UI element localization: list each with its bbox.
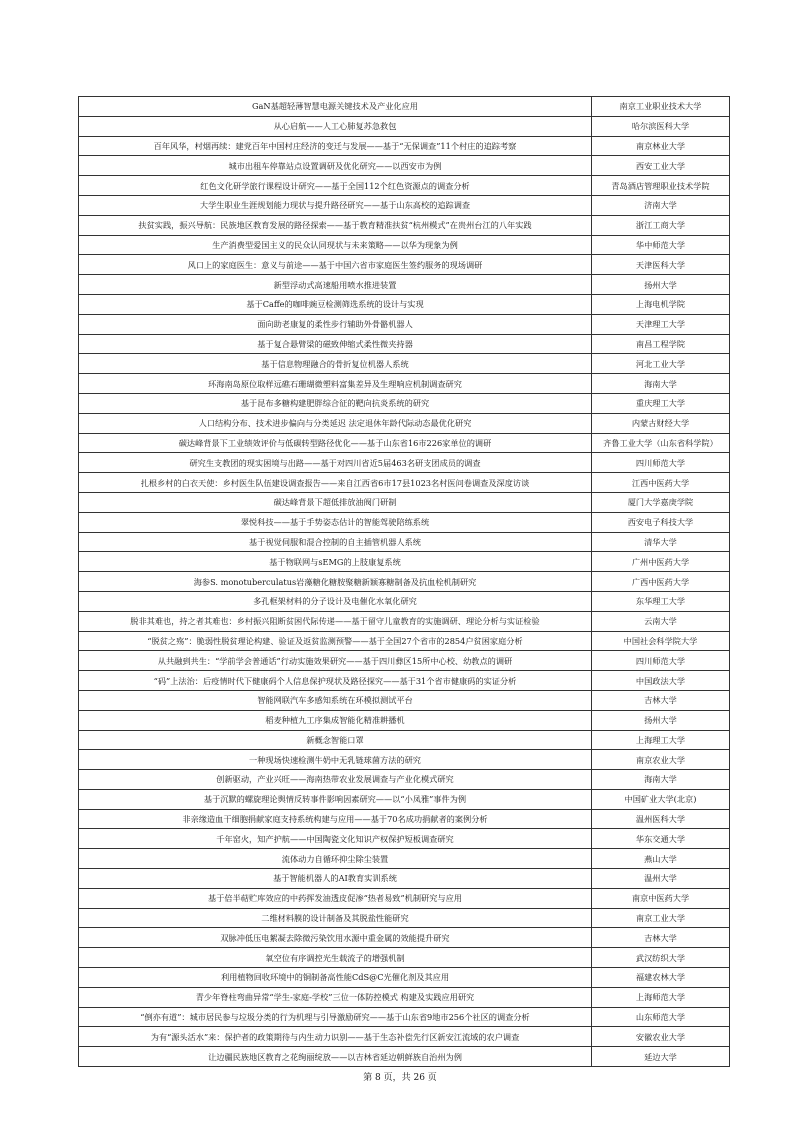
- school-name-cell: 南京林业大学: [592, 136, 730, 156]
- table-row: [79, 215, 730, 235]
- school-name-cell: 西安工业大学: [592, 156, 730, 176]
- project-title-cell: 生产消费型爱国主义的民众认同现状与未来策略——以华为现象为例: [79, 235, 592, 255]
- table-row: [79, 156, 730, 176]
- table-row: [79, 849, 730, 869]
- table-row: [79, 532, 730, 552]
- school-name-cell: 南京中医药大学: [592, 888, 730, 908]
- project-title-cell: 创新驱动，产业兴旺——海南热带农业发展调查与产业化模式研究: [79, 770, 592, 790]
- table-row: [79, 413, 730, 433]
- school-name-cell: 天津理工大学: [592, 314, 730, 334]
- project-title-cell: 从共融到共生：“学前学会普通话”行动实施效果研究——基于四川彝区15所中心校、幼教点的调研: [79, 651, 592, 671]
- table-row: [79, 710, 730, 730]
- project-title-cell: 一种现场快速检测牛奶中无乳链球菌方法的研究: [79, 750, 592, 770]
- school-name-cell: 吉林大学: [592, 928, 730, 948]
- table-row: [79, 869, 730, 889]
- project-title-cell: 城市出租车停靠站点设置调研及优化研究——以西安市为例: [79, 156, 592, 176]
- school-name-cell: 南昌工程学院: [592, 334, 730, 354]
- table-row: [79, 255, 730, 275]
- project-title-cell: 红色文化研学旅行课程设计研究——基于全国112个红色资源点的调查分析: [79, 176, 592, 196]
- project-title-cell: 智能网联汽车多感知系统在环模拟测试平台: [79, 690, 592, 710]
- table-row: [79, 1027, 730, 1047]
- project-title-cell: 脱非其难也，持之者其难也：乡村振兴阻断贫困代际传递——基于留守儿童教育的实施调研、理论分析与实证检验: [79, 611, 592, 631]
- project-title-cell: 让边疆民族地区教育之花绚丽绽放——以吉林省延边朝鲜族自治州为例: [79, 1047, 592, 1067]
- project-title-cell: 面向助老康复的柔性步行辅助外骨骼机器人: [79, 314, 592, 334]
- table-row: [79, 314, 730, 334]
- project-title-cell: 碳达峰背景下超低排放油阀门研制: [79, 492, 592, 512]
- project-title-cell: 百年风华，村烟再续：建党百年中国村庄经济的变迁与发展——基于“无保调查”11个村庄的追踪考察: [79, 136, 592, 156]
- table-row: [79, 453, 730, 473]
- project-title-cell: 基于信息物理融合的骨折复位机器人系统: [79, 354, 592, 374]
- school-name-cell: 哈尔滨医科大学: [592, 116, 730, 136]
- table-row: [79, 928, 730, 948]
- project-title-cell: 环海南岛原位取样远礁石珊瑚微塑料富集差异及生理响应机制调查研究: [79, 374, 592, 394]
- school-name-cell: 南京工业职业技术大学: [592, 97, 730, 117]
- project-title-cell: “倒亦有道”：城市居民参与垃圾分类的行为机理与引导激励研究——基于山东省9地市256个社区的调查分析: [79, 1007, 592, 1027]
- project-title-cell: 氧空位有序调控光生载流子的增强机制: [79, 948, 592, 968]
- table-row: [79, 671, 730, 691]
- school-name-cell: 扬州大学: [592, 275, 730, 295]
- school-name-cell: 武汉纺织大学: [592, 948, 730, 968]
- school-name-cell: 山东师范大学: [592, 1007, 730, 1027]
- school-name-cell: 天津医科大学: [592, 255, 730, 275]
- school-name-cell: 南京工业大学: [592, 908, 730, 928]
- project-title-cell: 青少年脊柱弯曲异常“学生-家庭-学校”三位一体防控模式 构建及实践应用研究: [79, 987, 592, 1007]
- table-row: [79, 492, 730, 512]
- school-name-cell: 海南大学: [592, 374, 730, 394]
- project-title-cell: 新型浮动式高速船用喷水推进装置: [79, 275, 592, 295]
- school-name-cell: 云南大学: [592, 611, 730, 631]
- table-row: [79, 690, 730, 710]
- project-title-cell: 大学生职业生涯规划能力现状与提升路径研究——基于山东高校的追踪调查: [79, 195, 592, 215]
- school-name-cell: 内蒙古财经大学: [592, 413, 730, 433]
- school-name-cell: 青岛酒店管理职业技术学院: [592, 176, 730, 196]
- project-title-cell: 双脉冲低压电絮凝去除微污染饮用水源中重金属的效能提升研究: [79, 928, 592, 948]
- school-name-cell: 上海师范大学: [592, 987, 730, 1007]
- school-name-cell: 扬州大学: [592, 710, 730, 730]
- project-title-cell: 流体动力自循环抑尘除尘装置: [79, 849, 592, 869]
- school-name-cell: 浙江工商大学: [592, 215, 730, 235]
- school-name-cell: 中国社会科学院大学: [592, 631, 730, 651]
- table-row: [79, 611, 730, 631]
- table-row: [79, 433, 730, 453]
- school-name-cell: 吉林大学: [592, 690, 730, 710]
- table-row: [79, 294, 730, 314]
- table-row: [79, 908, 730, 928]
- project-table-body: [79, 97, 730, 1067]
- project-title-cell: 千年窑火，知产护航——中国陶瓷文化知识产权保护短板调查研究: [79, 829, 592, 849]
- project-title-cell: 基于视觉伺服和混合控制的自主插管机器人系统: [79, 532, 592, 552]
- project-title-cell: 基于昆布多糖构建肥胖综合征的靶向抗炎系统的研究: [79, 393, 592, 413]
- school-name-cell: 安徽农业大学: [592, 1027, 730, 1047]
- project-title-cell: GaN基超轻薄智慧电源关键技术及产业化应用: [79, 97, 592, 117]
- school-name-cell: 延边大学: [592, 1047, 730, 1067]
- table-row: [79, 136, 730, 156]
- table-row: [79, 393, 730, 413]
- table-row: [79, 730, 730, 750]
- school-name-cell: 济南大学: [592, 195, 730, 215]
- school-name-cell: 西安电子科技大学: [592, 512, 730, 532]
- project-title-cell: 多孔框架材料的分子设计及电催化水氧化研究: [79, 591, 592, 611]
- project-title-cell: 扶贫实践，振兴导航：民族地区教育发展的路径探索——基于教育精准扶贫“杭州模式”在贵州台江的八年实践: [79, 215, 592, 235]
- table-row: [79, 473, 730, 493]
- project-title-cell: 碳达峰背景下工业绩效评价与低碳转型路径优化——基于山东省16市226家单位的调研: [79, 433, 592, 453]
- project-title-cell: 稻麦种植九工序集成智能化精准耕播机: [79, 710, 592, 730]
- project-title-cell: 风口上的家庭医生：意义与前途——基于中国六省市家庭医生签约服务的现场调研: [79, 255, 592, 275]
- table-row: [79, 968, 730, 988]
- table-row: [79, 512, 730, 532]
- school-name-cell: 上海理工大学: [592, 730, 730, 750]
- school-name-cell: 福建农林大学: [592, 968, 730, 988]
- project-title-cell: 海参S. monotuberculatus岩藻糖化糖胺聚糖新颖寡糖制备及抗血栓机制研究: [79, 572, 592, 592]
- table-row: [79, 591, 730, 611]
- school-name-cell: 清华大学: [592, 532, 730, 552]
- school-name-cell: 江西中医药大学: [592, 473, 730, 493]
- table-row: [79, 195, 730, 215]
- table-row: [79, 770, 730, 790]
- project-title-cell: 新概念智能口罩: [79, 730, 592, 750]
- project-title-cell: 基于物联网与sEMG的上肢康复系统: [79, 552, 592, 572]
- school-name-cell: 华东交通大学: [592, 829, 730, 849]
- school-name-cell: 厦门大学嘉庚学院: [592, 492, 730, 512]
- project-title-cell: 二维材料膜的设计制备及其脱盐性能研究: [79, 908, 592, 928]
- project-title-cell: 基于倍半萜贮库效应的中药挥发油透皮促渗“热者易致”机制研究与应用: [79, 888, 592, 908]
- project-title-cell: 翠悦科技——基于手势姿态估计的智能驾驶陪练系统: [79, 512, 592, 532]
- table-row: [79, 552, 730, 572]
- project-title-cell: 基于复合悬臂梁的磁致伸缩式柔性微夹持器: [79, 334, 592, 354]
- table-row: [79, 750, 730, 770]
- table-row: [79, 235, 730, 255]
- project-title-cell: 从心启航——人工心肺复苏急救包: [79, 116, 592, 136]
- page-number: 第 8 页，共 26 页: [363, 1073, 437, 1083]
- table-row: [79, 374, 730, 394]
- project-title-cell: 研究生支教团的现实困境与出路——基于对四川省近5届463名研支团成员的调查: [79, 453, 592, 473]
- project-title-cell: 扎根乡村的白衣天使：乡村医生队伍建设调查报告——来自江西省6市17县1023名村医问卷调查及深度访谈: [79, 473, 592, 493]
- project-title-cell: 基于智能机器人的AI教育实训系统: [79, 869, 592, 889]
- school-name-cell: 四川师范大学: [592, 453, 730, 473]
- table-row: [79, 572, 730, 592]
- school-name-cell: 南京农业大学: [592, 750, 730, 770]
- table-row: [79, 1007, 730, 1027]
- table-row: [79, 789, 730, 809]
- project-title-cell: “码”上法治：后疫情时代下健康码个人信息保护现状及路径探究——基于31个省市健康码的实证分析: [79, 671, 592, 691]
- table-row: [79, 829, 730, 849]
- school-name-cell: 广西中医药大学: [592, 572, 730, 592]
- project-title-cell: 利用植物回收环境中的铜制备高性能CdS@C光催化剂及其应用: [79, 968, 592, 988]
- school-name-cell: 海南大学: [592, 770, 730, 790]
- school-name-cell: 东华理工大学: [592, 591, 730, 611]
- school-name-cell: 河北工业大学: [592, 354, 730, 374]
- school-name-cell: 燕山大学: [592, 849, 730, 869]
- table-row: [79, 354, 730, 374]
- school-name-cell: 温州医科大学: [592, 809, 730, 829]
- table-row: [79, 97, 730, 117]
- project-title-cell: 为有“源头活水”来：保护者的政策期待与内生动力识别——基于生态补偿先行区新安江流域的农户调查: [79, 1027, 592, 1047]
- school-name-cell: 四川师范大学: [592, 651, 730, 671]
- school-name-cell: 齐鲁工业大学（山东省科学院）: [592, 433, 730, 453]
- project-title-cell: 基于Caffe的咖啡豌豆检测筛选系统的设计与实现: [79, 294, 592, 314]
- table-row: [79, 1047, 730, 1067]
- table-row: [79, 116, 730, 136]
- school-name-cell: 中国矿业大学(北京): [592, 789, 730, 809]
- project-title-cell: 非亲缘造血干细胞捐献家庭支持系统构建与应用——基于70名成功捐献者的案例分析: [79, 809, 592, 829]
- table-row: [79, 809, 730, 829]
- project-title-cell: 基于沉默的螺旋理论舆情反转事件影响因素研究——以“小凤雅”事件为例: [79, 789, 592, 809]
- school-name-cell: 上海电机学院: [592, 294, 730, 314]
- school-name-cell: 重庆理工大学: [592, 393, 730, 413]
- project-table: [78, 96, 730, 1067]
- school-name-cell: 中国政法大学: [592, 671, 730, 691]
- table-row: [79, 275, 730, 295]
- table-row: [79, 651, 730, 671]
- school-name-cell: 华中师范大学: [592, 235, 730, 255]
- table-row: [79, 888, 730, 908]
- table-row: [79, 334, 730, 354]
- table-row: [79, 987, 730, 1007]
- school-name-cell: 广州中医药大学: [592, 552, 730, 572]
- table-row: [79, 631, 730, 651]
- table-row: [79, 948, 730, 968]
- school-name-cell: 温州大学: [592, 869, 730, 889]
- project-title-cell: 人口结构分布、技术进步偏向与分类延迟 法定退休年龄代际动态最优化研究: [79, 413, 592, 433]
- project-title-cell: “脱贫之殇”：脆弱性脱贫理论构建、验证及返贫监测预警——基于全国27个省市的2854户贫困家庭分析: [79, 631, 592, 651]
- table-row: [79, 176, 730, 196]
